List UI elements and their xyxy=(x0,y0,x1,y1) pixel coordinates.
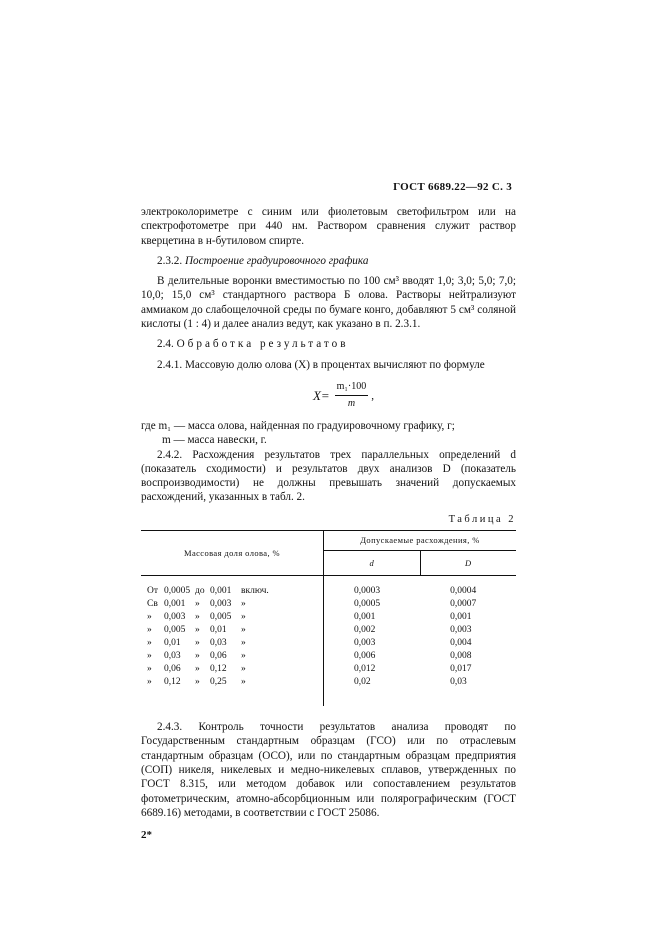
range-part-p1: » xyxy=(147,677,152,688)
cell-range xyxy=(141,598,324,611)
cell-range xyxy=(141,663,324,676)
range-part-p1: » xyxy=(147,638,152,649)
cell-d: 0,003 xyxy=(354,638,376,649)
cell-d: 0,0005 xyxy=(354,599,381,610)
range-part-p3: включ. xyxy=(241,586,269,597)
range-part-p2: » xyxy=(195,677,200,688)
table-row xyxy=(141,598,516,611)
intro-paragraph: электроколориметре с синим или фиолетовым светофильтром или на спектрофотометре при 440 нм. Раствором сравнения служит раствор кверцетина в н-бутиловом спирте. xyxy=(141,206,516,247)
section-number: 2.4. xyxy=(157,338,174,351)
section-title: Обработка результатов xyxy=(176,338,349,351)
cell-D: 0,017 xyxy=(450,664,472,675)
table-header-d: d xyxy=(324,551,421,576)
range-part-p3: » xyxy=(241,599,246,610)
section-number: 2.3.2. xyxy=(157,254,183,267)
range-part-a: 0,001 xyxy=(164,599,186,610)
section-2-4-2-text: 2.4.2. Расхождения результатов трех параллельных определений d (показатель сходимости) и результатов двух анализов D (показатель воспроизводимости) не должны превышать значений допускаемых расхождений, указанных в табл. 2. xyxy=(141,448,516,504)
range-part-b: 0,01 xyxy=(210,625,227,636)
range-part-b: 0,001 xyxy=(210,586,232,597)
cell-range xyxy=(141,576,324,599)
range-part-p2: » xyxy=(195,612,200,623)
range-part-p1: » xyxy=(147,625,152,636)
cell-D: 0,003 xyxy=(450,625,472,636)
cell-D: 0,008 xyxy=(450,651,472,662)
table-row xyxy=(141,637,516,650)
cell-D: 0,004 xyxy=(450,638,472,649)
range-part-p3: » xyxy=(241,651,246,662)
range-part-p2: до xyxy=(195,586,205,597)
range-part-b: 0,12 xyxy=(210,664,227,675)
formula-lhs: X= xyxy=(312,387,330,403)
formula-numerator: m₁·100 xyxy=(335,380,369,396)
range-part-p3: » xyxy=(241,612,246,623)
cell-range xyxy=(141,650,324,663)
cell-d: 0,02 xyxy=(354,677,371,688)
where-line-2: m — масса навески, г. xyxy=(162,434,267,447)
range-part-p2: » xyxy=(195,638,200,649)
cell-D: 0,0004 xyxy=(450,586,477,597)
table-row xyxy=(141,576,516,599)
range-part-b: 0,003 xyxy=(210,599,232,610)
tolerance-table xyxy=(141,530,516,706)
range-part-p2: » xyxy=(195,599,200,610)
table-row xyxy=(141,663,516,676)
section-2-4-3-text: 2.4.3. Контроль точности результатов анализа проводят по Государственным стандартным образцам (ГСО) или по отраслевым стандартным образцам (ОСО), или по стандартным образцам предприятия (СОП) никеля, никелевых и медно-никелевых сплавов, утвержденных по ГОСТ 8.315, или методом добавок или сопоставлением результатов фотометрическим, атомно-абсорбционным или полярографическим (ГОСТ 6689.16) методами, в соответствии с ГОСТ 25086. xyxy=(141,721,516,819)
range-part-p1: От xyxy=(147,586,159,597)
formula-tail: , xyxy=(371,389,375,402)
range-part-p1: » xyxy=(147,612,152,623)
cell-range xyxy=(141,676,324,706)
formula-fraction xyxy=(335,380,369,412)
range-part-p3: » xyxy=(241,625,246,636)
cell-d: 0,002 xyxy=(354,625,376,636)
cell-d: 0,006 xyxy=(354,651,376,662)
cell-d: 0,001 xyxy=(354,612,376,623)
range-part-b: 0,03 xyxy=(210,638,227,649)
signature-mark: 2* xyxy=(141,829,152,842)
section-2-3-2-heading xyxy=(141,254,516,268)
table-header-tolerances: Допускаемые расхождения, % xyxy=(324,531,517,551)
cell-d: 0,0003 xyxy=(354,586,381,597)
section-2-4-1-text: 2.4.1. Массовую долю олова (X) в процентах вычисляют по формуле xyxy=(157,358,485,371)
range-part-p1: Св xyxy=(147,599,158,610)
cell-d: 0,012 xyxy=(354,664,376,675)
range-part-p2: » xyxy=(195,625,200,636)
table-row xyxy=(141,624,516,637)
cell-range xyxy=(141,637,324,650)
section-2-4-heading xyxy=(141,337,516,351)
table-body xyxy=(141,576,516,707)
range-part-p1: » xyxy=(147,664,152,675)
range-part-p2: » xyxy=(195,664,200,675)
range-part-a: 0,003 xyxy=(164,612,186,623)
range-part-a: 0,12 xyxy=(164,677,181,688)
range-part-p3: » xyxy=(241,638,246,649)
range-part-p1: » xyxy=(147,651,152,662)
cell-range xyxy=(141,624,324,637)
page-header: ГОСТ 6689.22—92 С. 3 xyxy=(393,181,512,193)
range-part-p2: » xyxy=(195,651,200,662)
formula xyxy=(171,376,516,416)
range-part-a: 0,06 xyxy=(164,664,181,675)
range-part-a: 0,03 xyxy=(164,651,181,662)
range-part-a: 0,0005 xyxy=(164,586,191,597)
table-row xyxy=(141,650,516,663)
section-2-3-2-text: В делительные воронки вместимостью по 100 см³ вводят 1,0; 3,0; 5,0; 7,0; 10,0; 15,0 см³ стандартного раствора Б олова. Растворы нейтрализуют аммиаком до слабощелочной среды по бумаге конго, добавляют 5 см³ соляной кислоты (1 : 4) и далее анализ ведут, как указано в п. 2.3.1. xyxy=(141,275,516,331)
cell-D: 0,03 xyxy=(450,677,467,688)
cell-D: 0,001 xyxy=(450,612,472,623)
range-part-p3: » xyxy=(241,664,246,675)
range-part-a: 0,005 xyxy=(164,625,186,636)
table-header-D: D xyxy=(465,557,472,568)
table-row xyxy=(141,611,516,624)
document-body xyxy=(141,205,516,842)
cell-range xyxy=(141,611,324,624)
where-line-1: где m₁ — масса олова, найденная по градуировочному графику, г; xyxy=(141,419,455,432)
section-title: Построение градуировочного графика xyxy=(184,254,369,267)
formula-denominator: m xyxy=(347,398,356,410)
table-row xyxy=(141,676,516,706)
table-header-mass-fraction: Массовая доля олова, % xyxy=(141,531,324,576)
range-part-a: 0,01 xyxy=(164,638,181,649)
range-part-b: 0,005 xyxy=(210,612,232,623)
range-part-b: 0,25 xyxy=(210,677,227,688)
range-part-p3: » xyxy=(241,677,246,688)
range-part-b: 0,06 xyxy=(210,651,227,662)
cell-D: 0,0007 xyxy=(450,599,477,610)
table-caption: Таблица 2 xyxy=(448,513,516,525)
